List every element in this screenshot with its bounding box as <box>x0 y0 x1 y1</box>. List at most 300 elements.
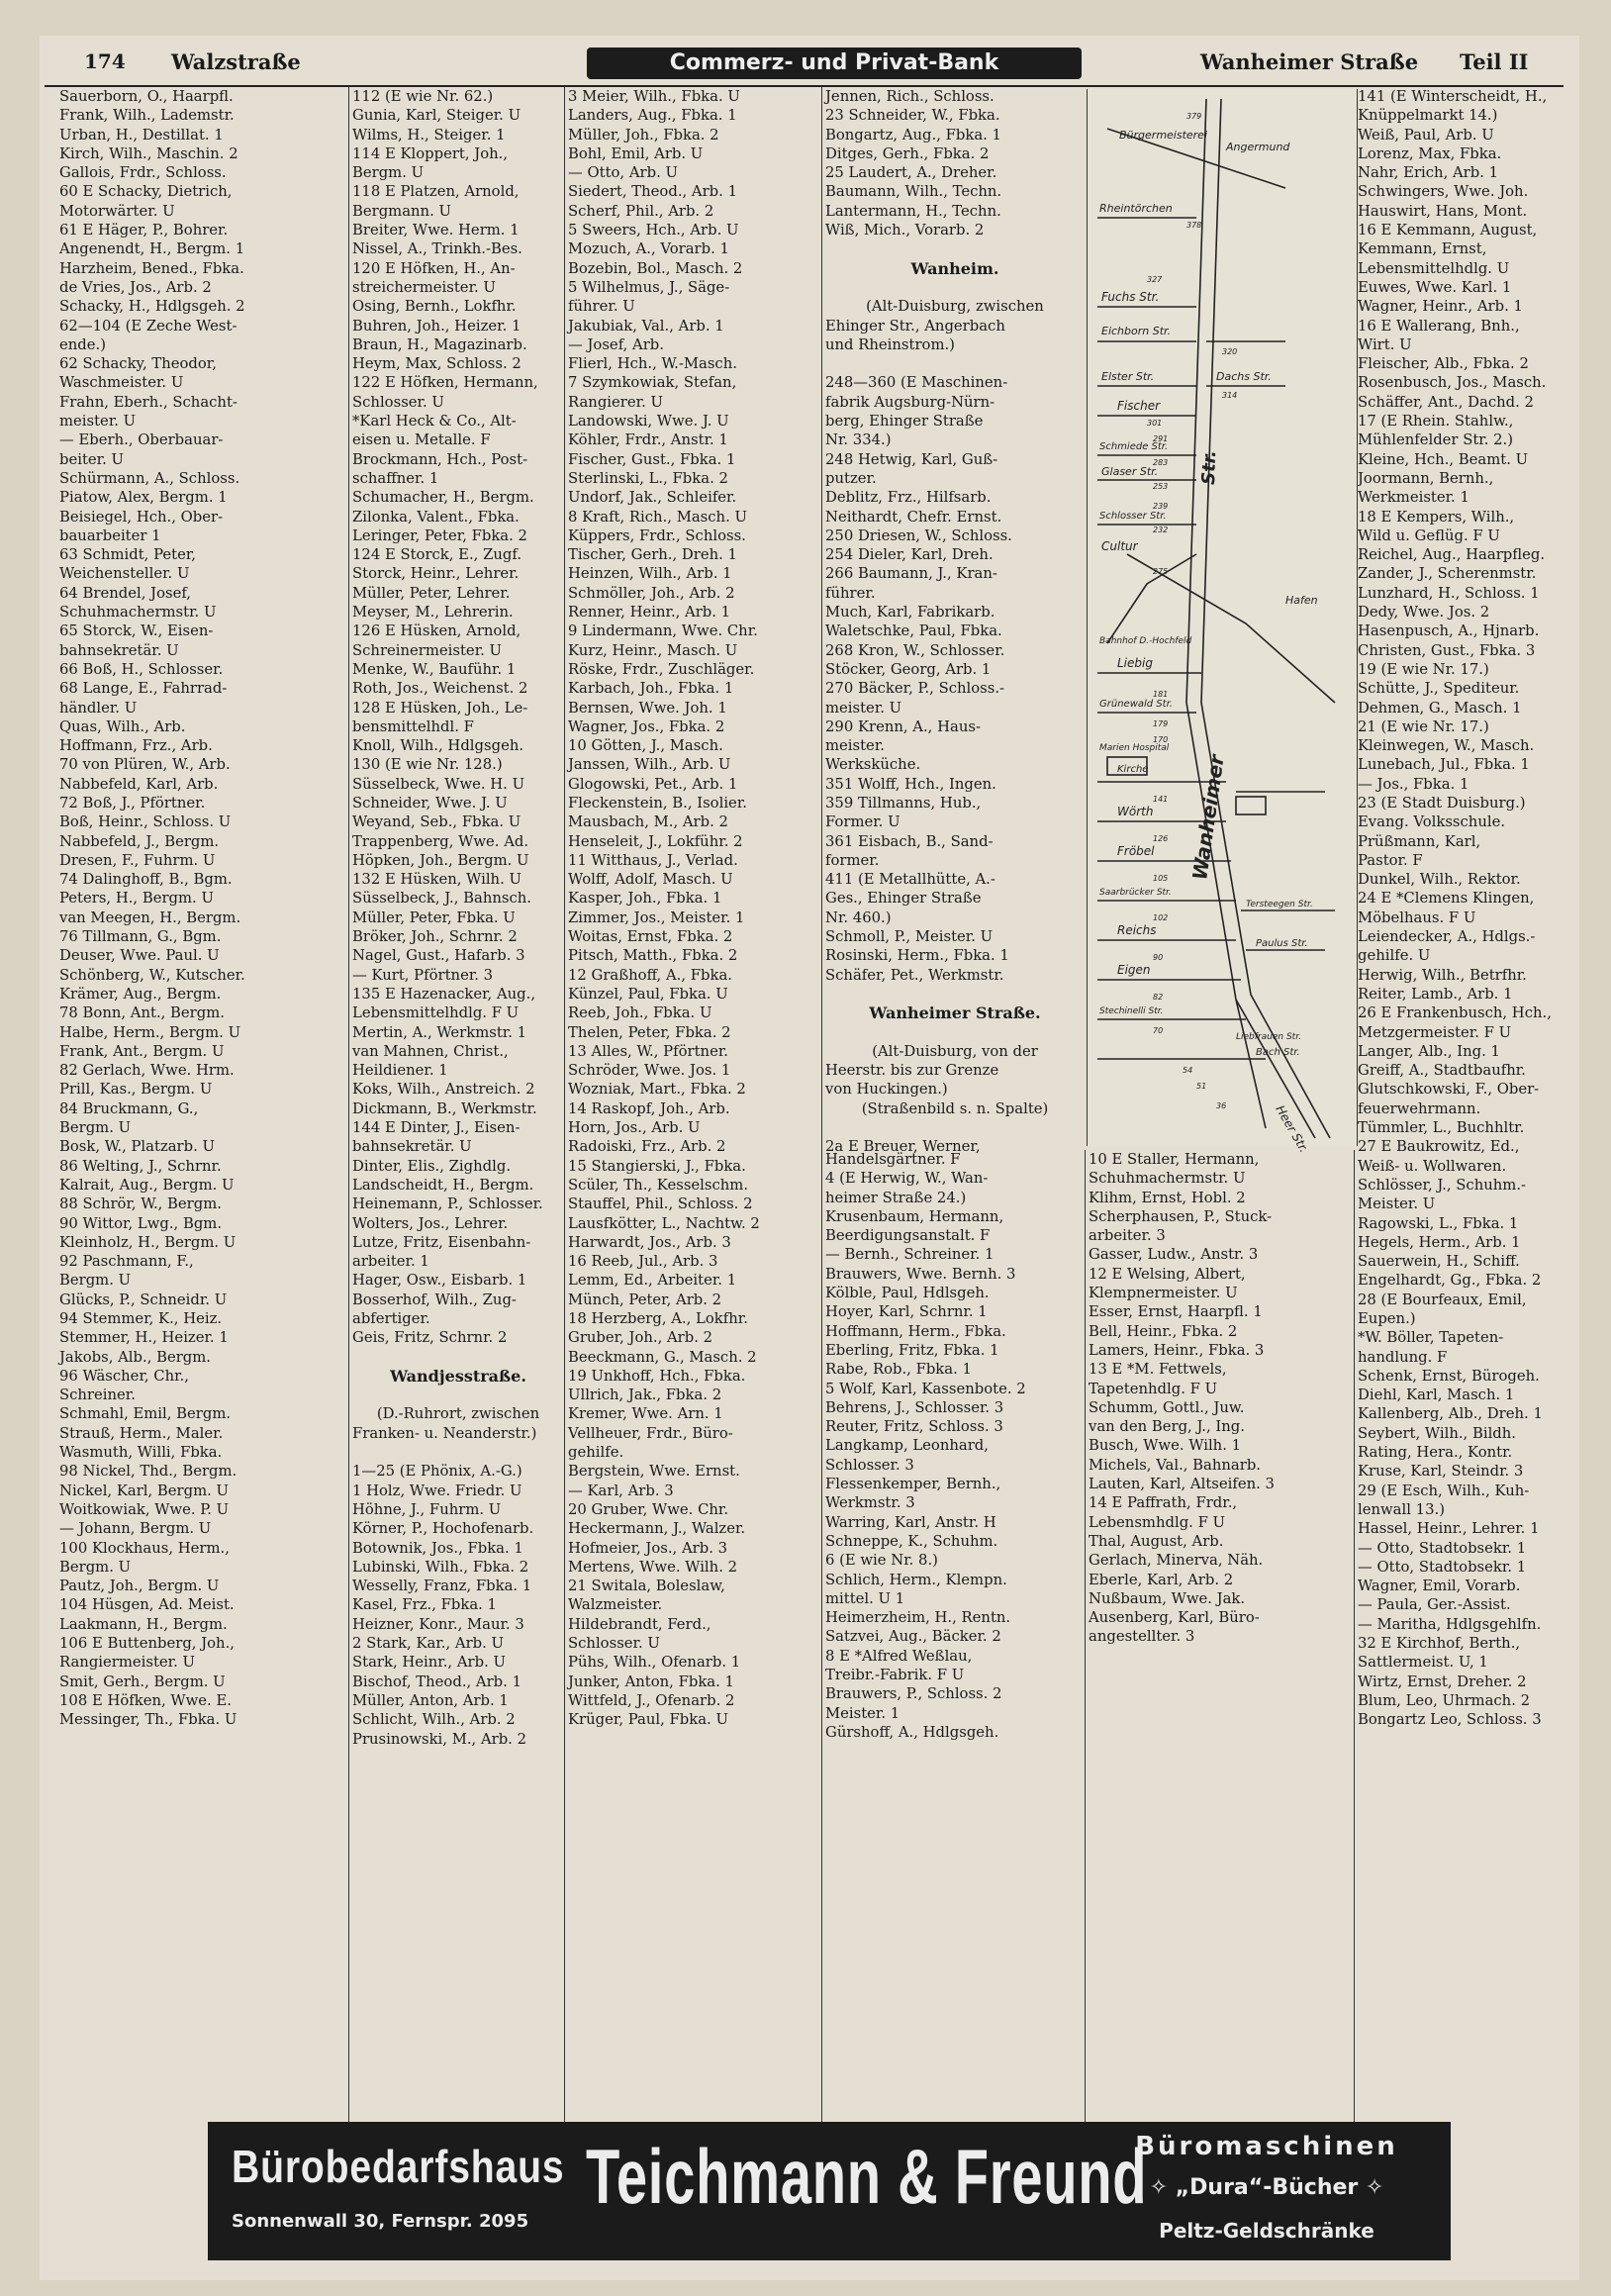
directory-entry: Glogowski, Pet., Arb. 1 <box>568 775 738 793</box>
map-number: 327 <box>1147 275 1163 284</box>
advertisement <box>208 2122 1451 2260</box>
directory-entry: Meister. U <box>1358 1196 1436 1213</box>
directory-entry: Schürmann, A., Schloss. <box>59 469 240 487</box>
directory-entry: Bernsen, Wwe. Joh. 1 <box>568 699 727 717</box>
directory-entry: Heildiener. 1 <box>352 1062 448 1080</box>
directory-entry: Wolff, Adolf, Masch. U <box>568 871 733 889</box>
directory-entry: Pastor. F <box>1358 851 1423 869</box>
directory-entry <box>352 1348 564 1367</box>
directory-entry: Blum, Leo, Uhrmach. 2 <box>1358 1691 1531 1709</box>
directory-entry: Bohl, Emil, Arb. U <box>568 144 704 162</box>
section-heading: Wanheimer Straße. <box>869 1004 1041 1023</box>
directory-entry: 5 Wolf, Karl, Kassenbote. 2 <box>825 1380 1026 1397</box>
directory-entry: Mozuch, A., Vorarb. 1 <box>568 240 729 258</box>
directory-entry: Müller, Peter, Lehrer. <box>352 584 511 602</box>
directory-entry <box>352 1386 564 1404</box>
street-map-drawing <box>1088 89 1357 1155</box>
directory-entry: Baumann, Wilh., Techn. <box>825 183 1002 201</box>
directory-entry: Quas, Wilh., Arb. <box>59 718 186 735</box>
directory-entry: Tümmler, L., Buchhltr. <box>1358 1119 1525 1137</box>
directory-entry: 17 (E Rhein. Stahlw., <box>1358 413 1514 430</box>
directory-entry: — Josef, Arb. <box>568 335 664 353</box>
directory-entry: — Paula, Ger.-Assist. <box>1358 1596 1511 1614</box>
directory-entry: Höhne, J., Fuhrm. U <box>352 1500 502 1518</box>
directory-entry: Neithardt, Chefr. Ernst. <box>825 508 1002 526</box>
directory-entry: 68 Lange, E., Fahrrad- <box>59 680 228 698</box>
directory-entry: Bergmann. U <box>352 202 451 220</box>
directory-entry: Schlich, Herm., Klempn. <box>825 1571 1007 1588</box>
directory-entry: 23 Schneider, W., Fbka. <box>825 107 1000 125</box>
column-2 <box>352 87 565 2132</box>
directory-entry: Reeb, Joh., Fbka. U <box>568 1004 712 1022</box>
directory-entry: 2 Stark, Kar., Arb. U <box>352 1635 505 1653</box>
directory-entry: Walzmeister. <box>568 1596 663 1614</box>
directory-entry: Rangierer. U <box>568 393 663 411</box>
directory-entry: Wild u. Geflüg. F U <box>1358 526 1500 544</box>
map-number: 36 <box>1216 1101 1227 1110</box>
directory-entry: 29 (E Esch, Wilh., Kuh- <box>1358 1482 1530 1499</box>
directory-entry: Knoll, Wilh., Hdlgsgeh. <box>352 737 524 755</box>
map-number: 170 <box>1153 735 1169 744</box>
directory-entry: van Mahnen, Christ., <box>352 1042 509 1060</box>
map-label: Grünewald Str. <box>1099 699 1173 710</box>
directory-entry: Hoffmann, Frz., Arb. <box>59 737 213 755</box>
directory-entry: Stark, Heinr., Arb. U <box>352 1654 506 1672</box>
directory-entry: Krüger, Paul, Fbka. U <box>568 1711 728 1729</box>
directory-entry: Köhler, Frdr., Anstr. 1 <box>568 431 728 449</box>
directory-entry: Wirtz, Ernst, Dreher. 2 <box>1358 1673 1527 1690</box>
directory-entry: Fleischer, Alb., Fbka. 2 <box>1358 355 1529 373</box>
directory-entry: Schwingers, Wwe. Joh. <box>1358 183 1529 201</box>
directory-entry: *W. Böller, Tapeten- <box>1358 1329 1504 1347</box>
directory-entry: Kleinholz, H., Bergm. U <box>59 1233 237 1251</box>
directory-entry: Mausbach, M., Arb. 2 <box>568 813 728 831</box>
directory-entry: Schönberg, W., Kutscher. <box>59 966 245 984</box>
directory-entry: 11 Witthaus, J., Verlad. <box>568 851 738 869</box>
directory-entry: abfertiger. <box>352 1310 430 1327</box>
directory-entry: Geis, Fritz, Schrnr. 2 <box>352 1329 508 1347</box>
directory-entry: — Johann, Bergm. U <box>59 1520 212 1538</box>
directory-entry: 268 Kron, W., Schlosser. <box>825 641 1005 659</box>
map-label: Eichborn Str. <box>1101 325 1172 337</box>
directory-entry: Stauffel, Phil., Schloss. 2 <box>568 1196 753 1213</box>
directory-entry: Brauwers, P., Schloss. 2 <box>825 1685 1002 1703</box>
directory-entry: (D.-Ruhrort, zwischen <box>376 1405 540 1423</box>
directory-entry: — Kurt, Pförtner. 3 <box>352 966 494 984</box>
directory-entry: Wagner, Emil, Vorarb. <box>1358 1578 1521 1595</box>
directory-entry: Hofmeier, Jos., Arb. 3 <box>568 1539 728 1557</box>
directory-entry: Zimmer, Jos., Meister. 1 <box>568 909 745 926</box>
directory-entry: schaffner. 1 <box>352 469 439 487</box>
directory-entry: — Maritha, Hdlgsgehlfn. <box>1358 1615 1542 1633</box>
directory-entry: Hoffmann, Herm., Fbka. <box>825 1322 1006 1340</box>
directory-entry: Gasser, Ludw., Anstr. 3 <box>1089 1246 1259 1264</box>
directory-entry: Leiendecker, A., Hdlgs.- <box>1358 928 1536 946</box>
directory-entry: 19 Unkhoff, Hch., Fbka. <box>568 1367 746 1385</box>
directory-entry: Warring, Karl, Anstr. H <box>825 1513 996 1531</box>
directory-entry: Hegels, Herm., Arb. 1 <box>1358 1233 1521 1251</box>
directory-entry: 144 E Dinter, J., Eisen- <box>352 1119 521 1137</box>
directory-entry: Bosserhof, Wilh., Zug- <box>352 1291 517 1308</box>
directory-entry: Deuser, Wwe. Paul. U <box>59 947 220 965</box>
directory-entry: Radoiski, Frz., Arb. 2 <box>568 1138 726 1156</box>
directory-entry: gehilfe. <box>568 1444 624 1462</box>
column-3 <box>568 87 822 2132</box>
map-number: 314 <box>1222 391 1238 400</box>
directory-entry: Bischof, Theod., Arb. 1 <box>352 1673 521 1690</box>
directory-entry: Höpken, Joh., Bergm. U <box>352 851 529 869</box>
directory-entry: Braun, H., Magazinarb. <box>352 335 527 353</box>
directory-entry: Busch, Wwe. Wilh. 1 <box>1089 1437 1242 1455</box>
directory-entry: 98 Nickel, Thd., Bergm. <box>59 1463 237 1481</box>
column-1 <box>59 87 349 2132</box>
directory-entry: Ehinger Str., Angerbach <box>825 317 1005 335</box>
directory-entry: Lebensmittelhdlg. F U <box>352 1004 520 1022</box>
directory-entry: 108 E Höfken, Wwe. E. <box>59 1691 232 1709</box>
directory-entry: 32 E Kirchhof, Berth., <box>1358 1635 1521 1653</box>
directory-entry: Mertin, A., Werkmstr. 1 <box>352 1023 527 1041</box>
directory-entry: 104 Hüsgen, Ad. Meist. <box>59 1596 235 1614</box>
directory-entry: Schlosser. U <box>568 1635 660 1653</box>
directory-entry: Lemm, Ed., Arbeiter. 1 <box>568 1272 737 1290</box>
directory-entry: Waletschke, Paul, Fbka. <box>825 622 1002 640</box>
map-label: Fröbel <box>1117 844 1155 858</box>
directory-entry: 90 Wittor, Lwg., Bgm. <box>59 1214 223 1232</box>
map-number: 301 <box>1147 419 1163 428</box>
directory-entry: 120 E Höfken, H., An- <box>352 259 516 277</box>
directory-entry: 114 E Kloppert, Joh., <box>352 144 509 162</box>
directory-entry: Landers, Aug., Fbka. 1 <box>568 107 737 125</box>
directory-entry: Schneider, Wwe. J. U <box>352 794 508 812</box>
directory-entry: Diehl, Karl, Masch. 1 <box>1358 1387 1515 1404</box>
directory-entry: Vellheuer, Frdr., Büro- <box>568 1424 733 1442</box>
map-label: Schmiede Str. <box>1099 441 1169 452</box>
directory-entry: 26 E Frankenbusch, Hch., <box>1358 1004 1552 1022</box>
map-number: 275 <box>1153 567 1169 576</box>
directory-entry: Franken- u. Neanderstr.) <box>352 1424 537 1442</box>
directory-entry: Wagner, Heinr., Arb. 1 <box>1358 298 1523 316</box>
directory-entry: 2a E Breuer, Werner, <box>825 1138 981 1156</box>
directory-entry: 61 E Häger, P., Bohrer. <box>59 222 229 239</box>
directory-entry: 18 Herzberg, A., Lokfhr. <box>568 1310 748 1327</box>
directory-entry: 112 (E wie Nr. 62.) <box>352 88 494 105</box>
directory-entry: Engelhardt, Gg., Fbka. 2 <box>1358 1272 1542 1290</box>
directory-entry: Janssen, Wilh., Arb. U <box>568 756 731 774</box>
directory-entry: 141 (E Winterscheidt, H., <box>1358 88 1548 105</box>
directory-entry: Nabbefeld, Karl, Arb. <box>59 775 219 793</box>
directory-entry: former. <box>825 851 880 869</box>
directory-entry: — Bernh., Schreiner. 1 <box>825 1246 995 1264</box>
ad-left-title: Bürobedarfshaus <box>232 2141 565 2192</box>
directory-entry: lenwall 13.) <box>1358 1500 1445 1518</box>
directory-entry: Kasel, Frz., Fbka. 1 <box>352 1596 497 1614</box>
directory-entry: 7 Szymkowiak, Stefan, <box>568 374 737 392</box>
directory-entry: Nußbaum, Wwe. Jak. <box>1089 1589 1246 1607</box>
directory-entry: Rosenbusch, Jos., Masch. <box>1358 374 1547 392</box>
directory-entry: 118 E Platzen, Arnold, <box>352 183 520 201</box>
directory-entry: 19 (E wie Nr. 17.) <box>1358 660 1489 678</box>
directory-entry <box>825 1118 1085 1137</box>
map-number: 126 <box>1153 834 1169 843</box>
directory-entry: Seybert, Wilh., Bildh. <box>1358 1424 1517 1442</box>
directory-entry: Waschmeister. U <box>59 374 184 392</box>
directory-entry: Hildebrandt, Ferd., <box>568 1615 711 1633</box>
directory-entry: Wesselly, Franz, Fbka. 1 <box>352 1578 532 1595</box>
column-4 <box>825 87 1085 1156</box>
directory-entry <box>825 278 1085 297</box>
directory-entry: Glutschkowski, F., Ober- <box>1358 1081 1540 1099</box>
directory-entry: 8 Kraft, Rich., Masch. U <box>568 508 747 526</box>
directory-entry: Sattlermeist. U, 1 <box>1358 1654 1488 1672</box>
directory-entry: Schmahl, Emil, Bergm. <box>59 1405 232 1423</box>
directory-entry: bahnsekretär. U <box>59 641 179 659</box>
map-number: 51 <box>1196 1082 1207 1091</box>
directory-entry: Nr. 334.) <box>825 431 892 449</box>
directory-entry: mittel. U 1 <box>825 1589 905 1607</box>
directory-entry: Pitsch, Matth., Fbka. 2 <box>568 947 738 965</box>
ad-right-line-1: Büromaschinen <box>1135 2132 1398 2161</box>
directory-entry: Schenk, Ernst, Bürogeh. <box>1358 1367 1540 1385</box>
map-number: 179 <box>1153 719 1169 728</box>
directory-entry: Trappenberg, Wwe. Ad. <box>352 832 529 850</box>
directory-entry: Harzheim, Bened., Fbka. <box>59 259 244 277</box>
directory-entry: 88 Schrör, W., Bergm. <box>59 1196 222 1213</box>
directory-entry: (Alt-Duisburg, von der <box>872 1042 1038 1060</box>
directory-entry: 4 (E Herwig, W., Wan- <box>825 1170 989 1188</box>
map-label: Fischer <box>1117 399 1161 413</box>
directory-entry: meister. U <box>59 413 137 430</box>
directory-entry: Münch, Peter, Arb. 2 <box>568 1291 722 1308</box>
map-label: Angermund <box>1226 141 1290 153</box>
map-number: 253 <box>1153 482 1169 491</box>
directory-entry: Klihm, Ernst, Hobl. 2 <box>1089 1189 1246 1206</box>
directory-entry: (Alt-Duisburg, zwischen <box>866 298 1044 316</box>
directory-entry: 15 Stangierski, J., Fbka. <box>568 1157 746 1175</box>
directory-entry: — Otto, Arb. U <box>568 164 678 182</box>
directory-entry: Boß, Heinr., Schloss. U <box>59 813 232 831</box>
directory-entry: Halbe, Herm., Bergm. U <box>59 1023 241 1041</box>
directory-entry: Dedy, Wwe. Jos. 2 <box>1358 604 1490 622</box>
directory-entry: Süsselbeck, J., Bahnsch. <box>352 890 531 908</box>
directory-entry: Bergstein, Wwe. Ernst. <box>568 1463 740 1481</box>
directory-entry: Bell, Heinr., Fbka. 2 <box>1089 1322 1238 1340</box>
directory-entry: Laakmann, H., Bergm. <box>59 1615 228 1633</box>
section-heading: Wandjesstraße. <box>390 1366 526 1386</box>
directory-entry: Schreinermeister. U <box>352 641 503 659</box>
directory-entry: Bongartz Leo, Schloss. 3 <box>1358 1711 1542 1729</box>
directory-entry: Lausfkötter, L., Nachtw. 2 <box>568 1214 760 1232</box>
directory-entry: — Eberh., Oberbauar- <box>59 431 224 449</box>
directory-entry: Schumacher, H., Bergm. <box>352 489 534 507</box>
directory-entry: Stöcker, Georg, Arb. 1 <box>825 660 992 678</box>
directory-entry: 290 Krenn, A., Haus- <box>825 718 981 735</box>
directory-entry <box>825 239 1085 258</box>
directory-entry: Behrens, J., Schlosser. 3 <box>825 1398 1004 1416</box>
directory-entry: Eupen.) <box>1358 1310 1416 1327</box>
directory-entry: Pühs, Wilh., Ofenarb. 1 <box>568 1654 741 1672</box>
directory-entry: Landowski, Wwe. J. U <box>568 413 729 430</box>
directory-entry: Schlicht, Wilh., Arb. 2 <box>352 1711 516 1729</box>
directory-entry: 74 Dalinghoff, B., Bgm. <box>59 871 233 889</box>
directory-entry: Schuhmachermstr. U <box>1089 1170 1246 1188</box>
directory-entry: 250 Driesen, W., Schloss. <box>825 526 1012 544</box>
directory-entry: Renner, Heinr., Arb. 1 <box>568 604 731 622</box>
map-label: Wörth <box>1117 805 1154 818</box>
directory-entry: Hauswirt, Hans, Mont. <box>1358 202 1528 220</box>
directory-entry: Metzgermeister. F U <box>1358 1023 1512 1041</box>
directory-entry: Bröker, Joh., Schrnr. 2 <box>352 928 518 946</box>
directory-entry: 76 Tillmann, G., Bgm. <box>59 928 222 946</box>
directory-entry: Leringer, Peter, Fbka. 2 <box>352 526 527 544</box>
directory-entry: Rangiermeister. U <box>59 1654 196 1672</box>
directory-entry: Dunkel, Wilh., Rektor. <box>1358 871 1521 889</box>
directory-entry: Christen, Gust., Fbka. 3 <box>1358 641 1536 659</box>
directory-entry: Gürshoff, A., Hdlgsgeh. <box>825 1723 999 1741</box>
directory-entry: Schäfer, Pet., Werkmstr. <box>825 966 1004 984</box>
directory-entry: Klempnermeister. U <box>1089 1285 1238 1302</box>
directory-entry: 14 E Paffrath, Frdr., <box>1089 1494 1238 1512</box>
directory-entry: Heerstr. bis zur Grenze <box>825 1062 999 1080</box>
section-heading: Wanheim. <box>910 258 999 278</box>
directory-entry: Krusenbaum, Hermann, <box>825 1207 1004 1225</box>
directory-entry: Joormann, Bernh., <box>1358 469 1494 487</box>
directory-entry: Former. U <box>825 813 900 831</box>
directory-entry: Schacky, H., Hdlgsgeh. 2 <box>59 298 245 316</box>
directory-entry: 13 E *M. Fettwels, <box>1089 1361 1227 1379</box>
directory-entry: Lunebach, Jul., Fbka. 1 <box>1358 756 1530 774</box>
directory-entry: Lebensmittelhdlg. U <box>1358 259 1510 277</box>
directory-entry: Heizner, Konr., Maur. 3 <box>352 1615 524 1633</box>
map-label: Liebig <box>1117 656 1153 670</box>
directory-entry: Frank, Wilh., Lademstr. <box>59 107 235 125</box>
map-number: 239 <box>1153 502 1169 511</box>
directory-entry: Künzel, Paul, Fbka. U <box>568 985 728 1003</box>
directory-entry: Rosinski, Herm., Fbka. 1 <box>825 947 1009 965</box>
directory-entry: Dinter, Elis., Zighdlg. <box>352 1157 512 1175</box>
directory-entry: Scüler, Th., Kesselschm. <box>568 1176 749 1194</box>
directory-entry: arbeiter. 3 <box>1089 1227 1166 1245</box>
directory-entry: Henseleit, J., Lokführ. 2 <box>568 832 743 850</box>
map-label: Cultur <box>1101 539 1138 553</box>
map-label: Elster Str. <box>1101 370 1155 383</box>
directory-entry: Angenendt, H., Bergm. 1 <box>59 240 245 258</box>
directory-entry: Thal, August, Arb. <box>1089 1532 1224 1550</box>
directory-entry: Thelen, Peter, Fbka. 2 <box>568 1023 731 1041</box>
map-label: Rheintörchen <box>1099 202 1173 215</box>
directory-entry: ende.) <box>59 335 106 353</box>
map-number: 90 <box>1153 953 1164 962</box>
directory-entry: Prüßmann, Karl, <box>1358 832 1481 850</box>
directory-entry: van Meegen, H., Bergm. <box>59 909 241 926</box>
directory-entry: Meister. 1 <box>825 1704 900 1722</box>
directory-entry: Pautz, Joh., Bergm. U <box>59 1578 220 1595</box>
directory-entry: 20 Gruber, Wwe. Chr. <box>568 1500 729 1518</box>
directory-entry <box>825 985 1085 1004</box>
directory-entry: Heinzen, Wilh., Arb. 1 <box>568 565 732 583</box>
directory-entry: 13 Alles, W., Pförtner. <box>568 1042 728 1060</box>
column-6 <box>1358 87 1565 2132</box>
directory-entry: Peters, H., Bergm. U <box>59 890 214 908</box>
directory-entry: Kölble, Paul, Hdlsgeh. <box>825 1285 990 1302</box>
map-label: Heer Str. <box>1273 1102 1311 1155</box>
directory-entry: — Jos., Fbka. 1 <box>1358 775 1469 793</box>
directory-entry: Evang. Volksschule. <box>1358 813 1506 831</box>
directory-entry: Ullrich, Jak., Fbka. 2 <box>568 1387 722 1404</box>
directory-entry: Kleinwegen, W., Masch. <box>1358 737 1535 755</box>
directory-entry: 16 E Kemmann, August, <box>1358 222 1538 239</box>
directory-entry: Gunia, Karl, Steiger. U <box>352 107 521 125</box>
directory-entry: Michels, Val., Bahnarb. <box>1089 1456 1262 1474</box>
directory-entry: Wozniak, Mart., Fbka. 2 <box>568 1081 746 1099</box>
map-number: 70 <box>1153 1026 1164 1035</box>
directory-entry: — Karl, Arb. 3 <box>568 1482 674 1499</box>
directory-entry: Rating, Hera., Kontr. <box>1358 1444 1513 1462</box>
directory-entry: Tapetenhdlg. F U <box>1089 1380 1218 1397</box>
directory-entry: 86 Welting, J., Schrnr. <box>59 1157 222 1175</box>
directory-entry: Nr. 460.) <box>825 909 892 926</box>
directory-entry: Wasmuth, Willi, Fbka. <box>59 1444 223 1462</box>
directory-entry: fabrik Augsburg-Nürn- <box>825 393 995 411</box>
directory-entry: Undorf, Jak., Schleifer. <box>568 489 737 507</box>
directory-entry <box>825 354 1085 373</box>
directory-entry: Lamers, Heinr., Fbka. 3 <box>1089 1341 1265 1359</box>
directory-entry: 70 von Plüren, W., Arb. <box>59 756 231 774</box>
directory-entry: Reuter, Fritz, Schloss. 3 <box>825 1418 1003 1436</box>
directory-entry: Kemmann, Ernst, <box>1358 240 1487 258</box>
street-right: Wanheimer Straße <box>1200 49 1419 74</box>
directory-entry: Wittfeld, J., Ofenarb. 2 <box>568 1691 735 1709</box>
column-5 <box>1089 1150 1355 2132</box>
directory-entry: Frahn, Eberh., Schacht- <box>59 393 237 411</box>
directory-entry: *Karl Heck & Co., Alt- <box>352 413 517 430</box>
map-number: 283 <box>1153 458 1169 467</box>
part-label: Teil II <box>1460 49 1529 74</box>
directory-entry: Herwig, Wilh., Betrfhr. <box>1358 966 1527 984</box>
page-number: 174 <box>84 49 126 73</box>
directory-entry: Bergm. U <box>59 1558 132 1576</box>
directory-entry: — Otto, Stadtobsekr. 1 <box>1358 1539 1527 1557</box>
directory-entry: van den Berg, J., Ing. <box>1089 1418 1245 1436</box>
directory-entry: Horn, Jos., Arb. U <box>568 1119 701 1137</box>
directory-entry: Heym, Max, Schloss. 2 <box>352 355 521 373</box>
directory-entry: Hoyer, Karl, Schrnr. 1 <box>825 1303 988 1321</box>
directory-entry: Küppers, Frdr., Schloss. <box>568 526 746 544</box>
directory-entry: 135 E Hazenacker, Aug., <box>352 985 536 1003</box>
directory-entry: 21 Switala, Boleslaw, <box>568 1578 725 1595</box>
directory-entry: führer. U <box>568 298 635 316</box>
directory-entry: 270 Bäcker, P., Schloss.- <box>825 680 1005 698</box>
directory-entry: Lauten, Karl, Altseifen. 3 <box>1089 1476 1275 1493</box>
directory-entry: Ausenberg, Karl, Büro- <box>1089 1609 1260 1627</box>
street-map <box>1087 89 1358 1155</box>
directory-entry: 96 Wäscher, Chr., <box>59 1367 190 1385</box>
directory-entry: handlung. F <box>1358 1348 1448 1366</box>
directory-entry: Greiff, A., Stadtbaufhr. <box>1358 1062 1526 1080</box>
map-number: 82 <box>1153 993 1164 1002</box>
directory-entry: führer. <box>825 584 876 602</box>
directory-entry: Schlosser. 3 <box>825 1456 914 1474</box>
map-label-main-street: Wanheimer <box>1187 753 1229 882</box>
directory-entry: Bosk, W., Platzarb. U <box>59 1138 215 1156</box>
directory-entry: Bozebin, Bol., Masch. 2 <box>568 259 743 277</box>
directory-entry: Wilms, H., Steiger. 1 <box>352 126 506 144</box>
map-number: 320 <box>1222 347 1238 356</box>
directory-entry: Schreiner. <box>59 1387 136 1404</box>
directory-entry: Kruse, Karl, Steindr. 3 <box>1358 1463 1524 1481</box>
directory-entry: 266 Baumann, J., Kran- <box>825 565 997 583</box>
directory-entry: Handelsgärtner. F <box>825 1151 961 1168</box>
directory-entry: Frank, Ant., Bergm. U <box>59 1042 225 1060</box>
